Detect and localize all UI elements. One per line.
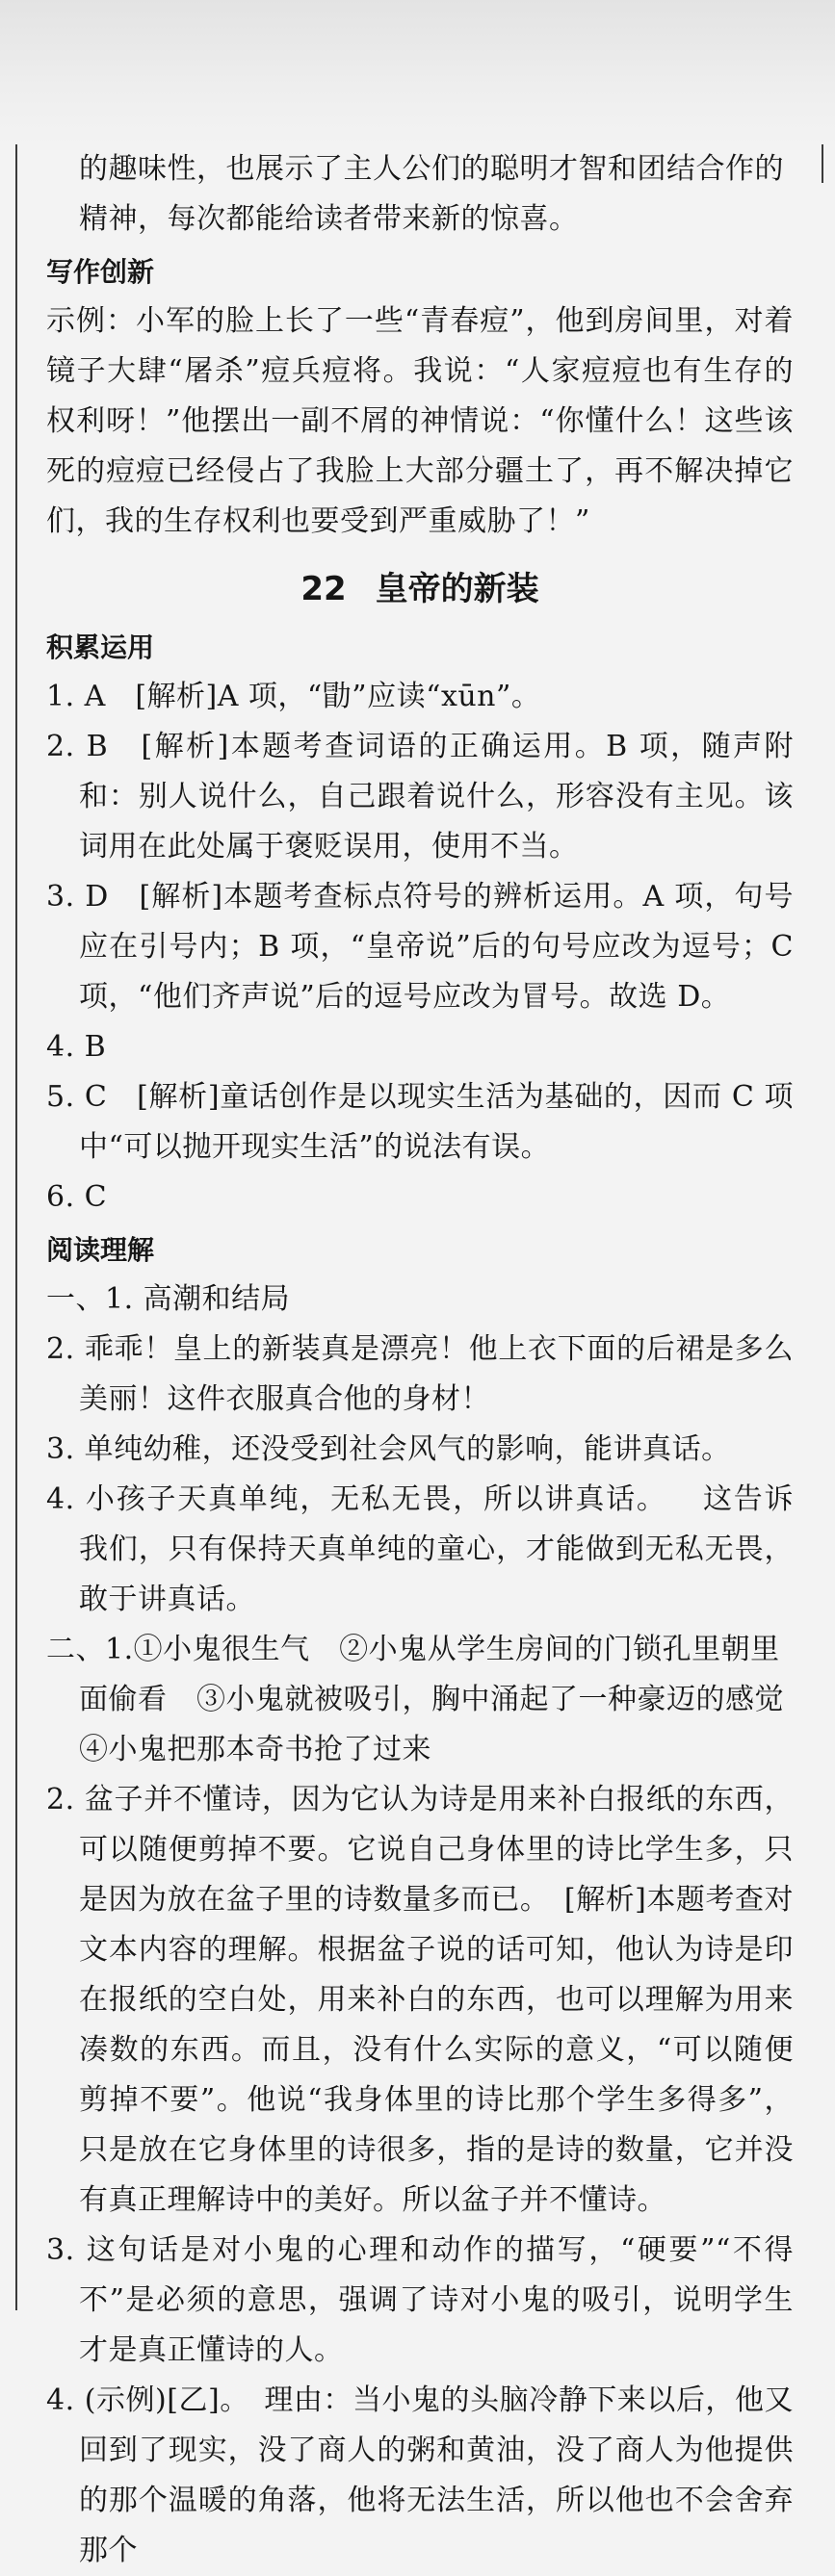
left-margin-rule [15,144,17,2310]
accumulate-item-2: 2. B [解析]本题考查词语的正确运用。B 项，随声附和：别人说什么，自己跟着说什么，形容没有主见。该词用在此处属于褒贬误用，使用不当。 [46,730,794,863]
accumulate-item-6: 6. C [46,1180,108,1214]
reading-1-q4 [46,1475,794,1625]
reading-2-q4: 4. (示例)[乙]。 理由：当小鬼的头脑冷静下来以后，他又回到了现实，没了商人的粥和黄油，没了商人为他提供的那个温暖的角落，他将无法生活，所以他也不会舍弃那个 [46,2383,794,2567]
lesson-number: 22 [300,570,347,608]
lesson-name: 皇帝的新装 [375,570,539,608]
reading-1-q4-meaning: 这告诉我们，只有保持天真单纯的童心，才能做到无私无畏，敢于讲真话。 [79,1482,794,1616]
right-margin-rule [822,144,823,183]
reading-2-q1 [46,1625,794,1775]
reading-1-q3: 3. 单纯幼稚，还没受到社会风气的影响，能讲真话。 [46,1432,731,1466]
accumulate-item-4: 4. B [46,1030,107,1064]
reading-2-q2: 2. 盆子并不懂诗，因为它认为诗是用来补白报纸的东西，可以随便剪掉不要。它说自己身体里的诗比学生多，只是因为放在盆子里的诗数量多而已。 [解析]本题考查对文本内容的理解。根据盆子说的话可知，他认为诗是印在报纸的空白处，用来补白的东西，也可以理解为用来凑数的东西。而且，没有什么实际的意义，“可以随便剪掉不要”。他说“我身体里的诗比那个学生多得多”，只是放在它身体里的诗很多，指的是诗的数量，它并没有真正理解诗中的美好。所以盆子并不懂诗。 [46,1783,794,2217]
reading-1-q4-answer: 4. 小孩子天真单纯，无私无畏，所以讲真话。 [46,1482,667,1516]
writing-example: 示例：小军的脸上长了一些“青春痘”，他到房间里，对着镜子大肆“屠杀”痘兵痘将。我说：“人家痘痘也有生存的权利呀！”他摆出一副不屑的神情说：“你懂什么！这些该死的痘痘已经侵占了我脸上大部分疆土了，再不解决掉它们，我的生存权利也要受到严重威胁了！” [46,304,794,538]
answer-page [46,144,794,2576]
reading-2-q1-prefix: 二、1. [46,1633,134,1666]
top-shadow-band [0,0,835,144]
accumulate-item-1: 1. A [解析]A 项，“勖”应读“xūn”。 [46,680,541,713]
writing-heading: 写作创新 [46,256,155,288]
reading-2-q1-line-3: ④小鬼把那本奇书抢了过来 [79,1733,431,1766]
reading-2-q3: 3. 这句话是对小鬼的心理和动作的描写，“硬要”“不得不”是必须的意思，强调了诗对小鬼的吸引，说明学生才是真正懂诗的人。 [46,2233,794,2367]
lesson-title [46,560,794,618]
continued-line-2: 精神，每次都能给读者带来新的惊喜。 [79,202,579,236]
reading-2-q1-line-1: 二、1.①小鬼很生气 ②小鬼从学生房间的门锁孔里朝里 [46,1633,780,1666]
accumulate-item-5: 5. C [解析]童话创作是以现实生活为基础的，因而 C 项中“可以抛开现实生活”的说法有误。 [46,1080,794,1164]
accumulate-heading: 积累运用 [46,631,155,663]
reading-heading: 阅读理解 [46,1234,155,1266]
reading-2-q1-line-2: 面偷看 ③小鬼就被吸引，胸中涌起了一种豪迈的感觉 [79,1683,784,1716]
reading-1-q2: 2. 乖乖！皇上的新装真是漂亮！他上衣下面的后裙是多么美丽！这件衣服真合他的身材！ [46,1332,794,1416]
continued-line-1: 的趣味性，也展示了主人公们的聪明才智和团结合作的 [79,152,784,186]
accumulate-item-3: 3. D [解析]本题考查标点符号的辨析运用。A 项，句号应在引号内；B 项，“皇帝说”后的句号应改为逗号；C 项，“他们齐声说”后的逗号应改为冒号。故选 D。 [46,880,794,1014]
reading-1-q1: 一、1. 高潮和结局 [46,1282,291,1316]
